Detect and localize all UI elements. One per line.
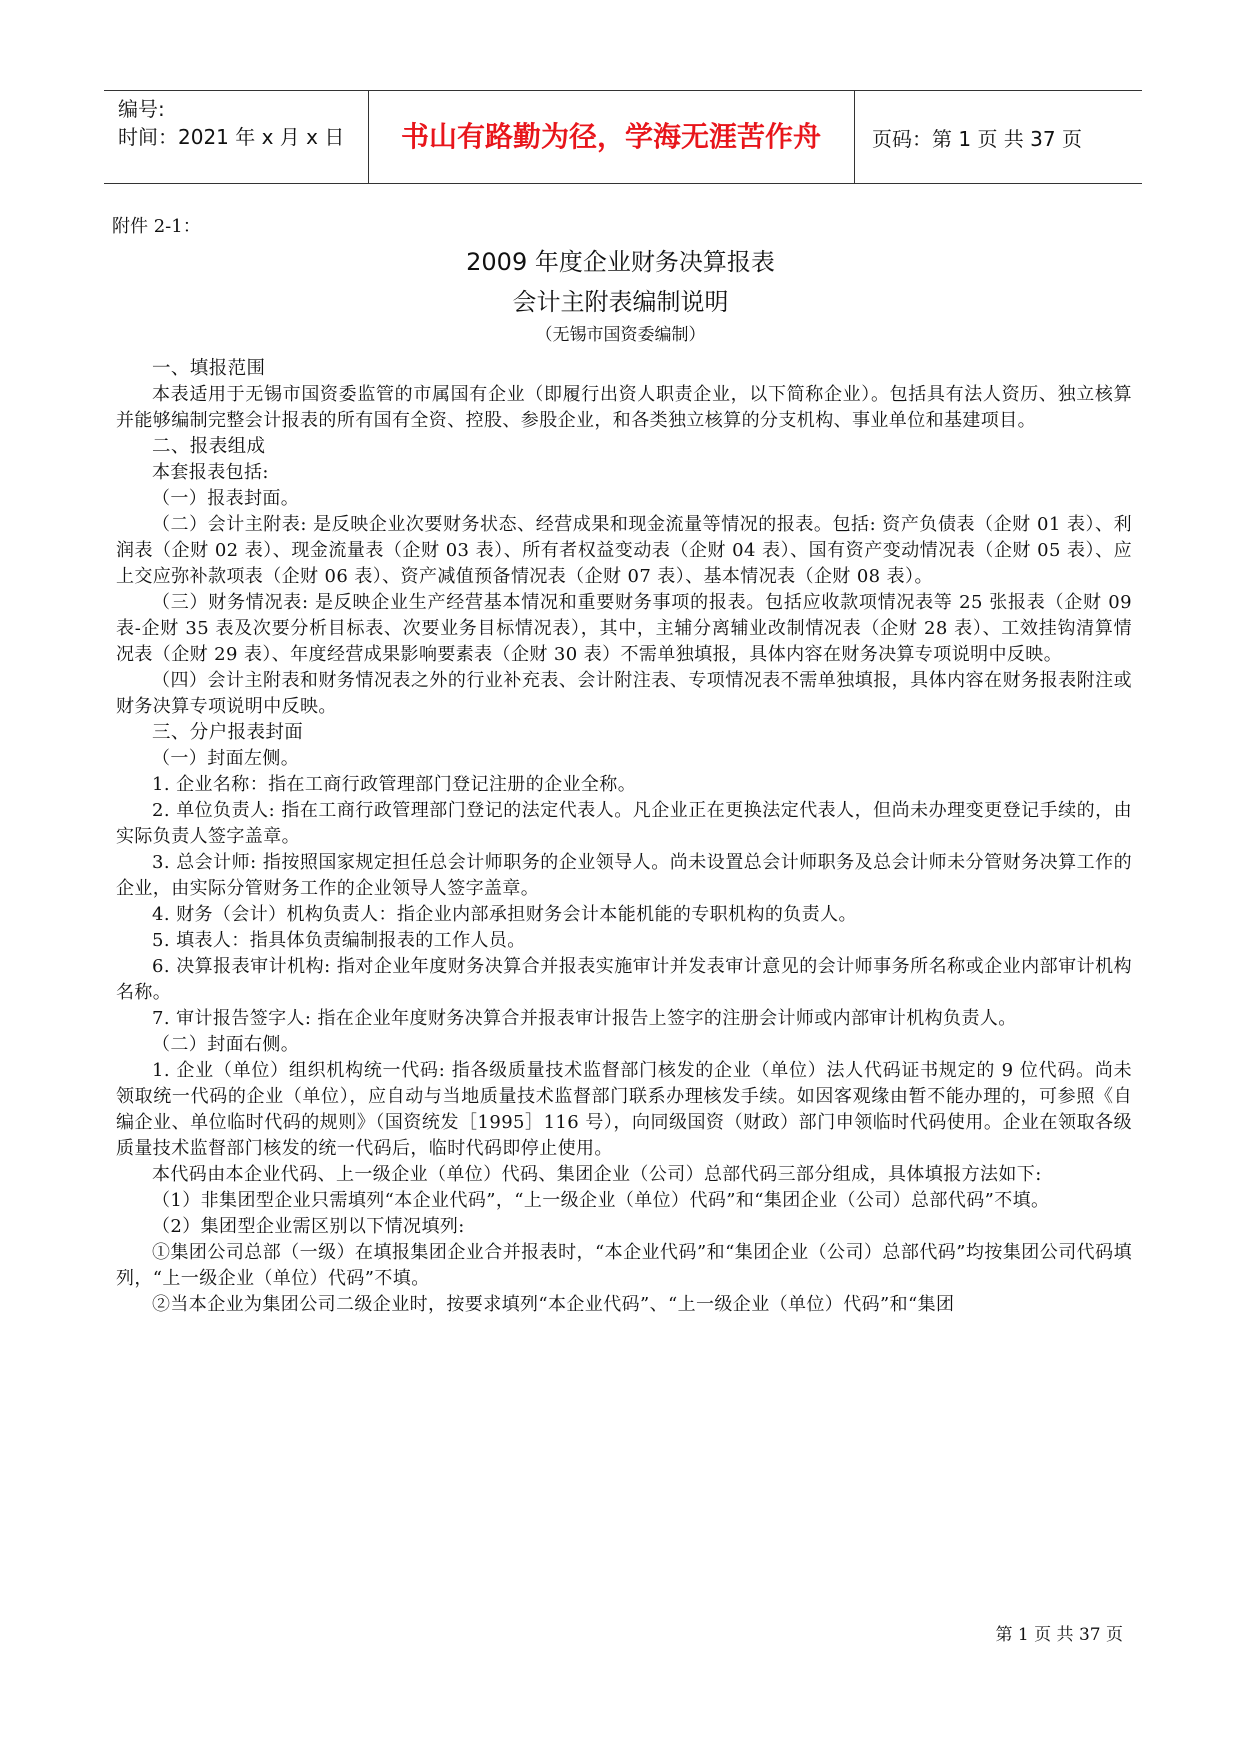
page-footer: 第 1 页 共 37 页 [995, 1625, 1123, 1645]
section-heading: 二、报表组成 [152, 436, 266, 457]
time-label: 时间：2021 年 x 月 x 日 [118, 125, 345, 149]
body-paragraph: 本表适用于无锡市国资委监管的市属国有企业（即履行出资人职责企业，以下简称企业）。包括具有法人资历、独立核算并能够编制完整会计报表的所有国有全资、控股、参股企业，和各类独立核算的分支机构、事业单位和基建项目。 [116, 384, 1132, 431]
body-paragraph: 5. 填表人：指具体负责编制报表的工作人员。 [152, 930, 526, 951]
document-body [116, 356, 1132, 1318]
body-paragraph: （一）报表封面。 [152, 488, 300, 509]
body-paragraph: 本套报表包括: [152, 462, 269, 483]
section-heading: 三、分户报表封面 [152, 722, 304, 743]
body-paragraph: （2）集团型企业需区别以下情况填列: [152, 1216, 465, 1237]
body-paragraph: 4. 财务（会计）机构负责人：指企业内部承担财务会计本能机能的专职机构的负责人。 [152, 904, 857, 925]
body-paragraph: 1. 企业（单位）组织机构统一代码: 指各级质量技术监督部门核发的企业（单位）法人代码证书规定的 9 位代码。尚未领取统一代码的企业（单位），应自动与当地质量技术监督部门联系办理核发手续。如因客观缘由暂不能办理的，可参照《自编企业、单位临时代码的规则》（国资统发［1995］116 号），向同级国资（财政）部门申领临时代码使用。企业在领取各级质量技术监督部门核发的统一代码后，临时代码即停止使用。 [116, 1060, 1132, 1159]
body-paragraph: （四）会计主附表和财务情况表之外的行业补充表、会计附注表、专项情况表不需单独填报，具体内容在财务报表附注或财务决算专项说明中反映。 [116, 670, 1132, 717]
body-paragraph: 6. 决算报表审计机构: 指对企业年度财务决算合并报表实施审计并发表审计意见的会计师事务所名称或企业内部审计机构名称。 [116, 956, 1132, 1003]
body-paragraph: ②当本企业为集团公司二级企业时，按要求填列“本企业代码”、“上一级企业（单位）代码”和“集团 [152, 1294, 955, 1315]
header-page-label: 页码：第 1 页 共 37 页 [872, 127, 1082, 151]
body-paragraph: 1. 企业名称：指在工商行政管理部门登记注册的企业全称。 [152, 774, 637, 795]
document-header [104, 90, 1142, 184]
header-left [118, 95, 344, 151]
annex-label: 附件 2-1： [112, 216, 201, 237]
body-paragraph: （二）封面右侧。 [152, 1034, 300, 1055]
header-divider [854, 91, 855, 183]
body-paragraph: （1）非集团型企业只需填列“本企业代码”，“上一级企业（单位）代码”和“集团企业（公司）总部代码”不填。 [152, 1190, 1050, 1211]
body-paragraph: （一）封面左侧。 [152, 748, 300, 769]
header-motto: 书山有路勤为径，学海无涯苦作舟 [400, 120, 821, 153]
document-subtitle: 会计主附表编制说明 [512, 288, 729, 316]
body-paragraph: （二）会计主附表: 是反映企业次要财务状态、经营成果和现金流量等情况的报表。包括: 资产负债表（企财 01 表）、利润表（企财 02 表）、现金流量表（企财 03 表）、所有者权益变动表（企财 04 表）、国有资产变动情况表（企财 05 表）、应上交应弥补款项表（企财 06 表）、资产减值预备情况表（企财 07 表）、基本情况表（企财 08 表）。 [116, 514, 1132, 587]
section-heading: 一、填报范围 [152, 358, 266, 379]
document-author: （无锡市国资委编制） [535, 325, 706, 345]
body-paragraph: 2. 单位负责人: 指在工商行政管理部门登记的法定代表人。凡企业正在更换法定代表人，但尚未办理变更登记手续的，由实际负责人签字盖章。 [116, 800, 1132, 847]
body-paragraph: 3. 总会计师: 指按照国家规定担任总会计师职务的企业领导人。尚未设置总会计师职务及总会计师未分管财务决算工作的企业，由实际分管财务工作的企业领导人签字盖章。 [116, 852, 1132, 899]
body-paragraph: 本代码由本企业代码、上一级企业（单位）代码、集团企业（公司）总部代码三部分组成，具体填报方法如下: [152, 1164, 1042, 1185]
body-paragraph: （三）财务情况表: 是反映企业生产经营基本情况和重要财务事项的报表。包括应收款项情况表等 25 张报表（企财 09 表-企财 35 表及次要分析目标表、次要业务目标情况表），其中，主辅分离辅业改制情况表（企财 28 表）、工效挂钩清算情况表（企财 29 表）、年度经营成果影响要素表（企财 30 表）不需单独填报，具体内容在财务决算专项说明中反映。 [116, 592, 1132, 665]
body-paragraph: ①集团公司总部（一级）在填报集团企业合并报表时，“本企业代码”和“集团企业（公司）总部代码”均按集团公司代码填列，“上一级企业（单位）代码”不填。 [116, 1242, 1132, 1289]
document-title: 2009 年度企业财务决算报表 [466, 248, 775, 276]
body-paragraph: 7. 审计报告签字人: 指在企业年度财务决算合并报表审计报告上签字的注册会计师或内部审计机构负责人。 [152, 1008, 1017, 1029]
number-label: 编号: [118, 97, 165, 121]
